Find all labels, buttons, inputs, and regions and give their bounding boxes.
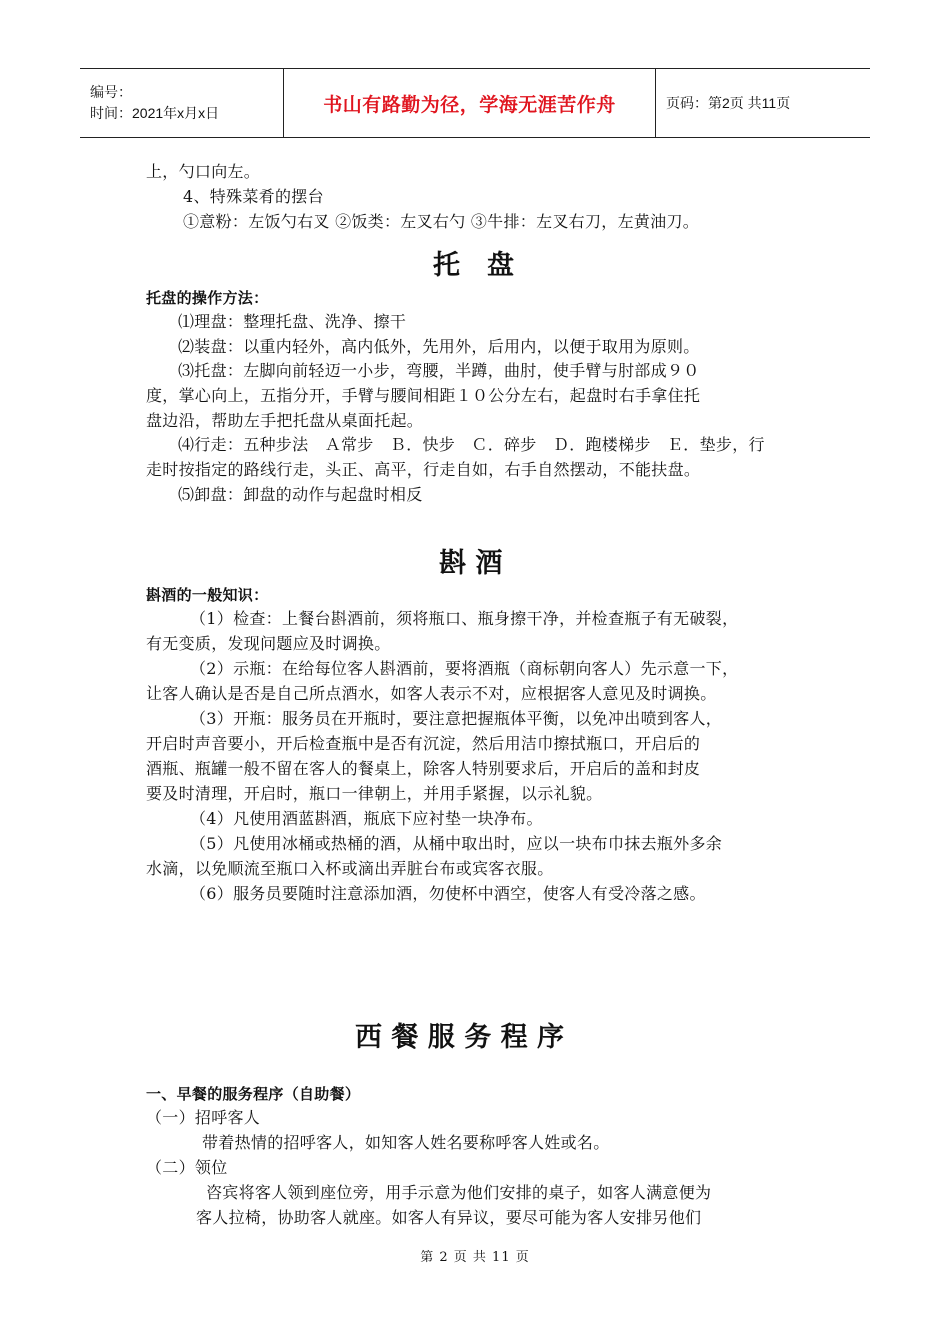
wine-line: 开启时声音要小，开后检查瓶中是否有沉淀，然后用洁巾擦拭瓶口，开启后的 bbox=[146, 734, 701, 753]
intro-item4-title: 4、特殊菜肴的摆台 bbox=[183, 187, 324, 206]
tray-line: ⑸卸盘：卸盘的动作与起盘时相反 bbox=[178, 485, 423, 504]
page-header bbox=[80, 68, 870, 138]
western-step2-line: 客人拉椅，协助客人就座。如客人有异议，要尽可能为客人安排另他们 bbox=[196, 1208, 702, 1227]
wine-line: （2）示瓶：在给每位客人斟酒前，要将酒瓶（商标朝向客人）先示意一下， bbox=[190, 659, 739, 678]
western-title: 西 餐 服 务 程 序 bbox=[355, 1022, 564, 1053]
tray-line: 度，掌心向上，五指分开，手臂与腰间相距１０公分左右，起盘时右手拿住托 bbox=[146, 386, 701, 405]
tray-title: 托 盘 bbox=[433, 250, 514, 281]
tray-line: ⑵装盘：以重内轻外，高内低外，先用外，后用内，以便于取用为原则。 bbox=[178, 337, 700, 356]
header-motto-cell bbox=[283, 69, 656, 137]
header-meta bbox=[80, 69, 283, 137]
tray-line: 盘边沿，帮助左手把托盘从桌面托起。 bbox=[146, 411, 424, 430]
intro-item4-text: ①意粉：左饭勺右叉 ②饭类：左叉右勺 ③牛排：左叉右刀，左黄油刀。 bbox=[183, 212, 700, 231]
western-step2-line: 咨宾将客人领到座位旁，用手示意为他们安排的桌子，如客人满意便为 bbox=[206, 1183, 712, 1202]
wine-line: （1）检查：上餐台斟酒前，须将瓶口、瓶身擦干净，并检查瓶子有无破裂， bbox=[190, 609, 739, 628]
tray-subtitle: 托盘的操作方法： bbox=[146, 289, 269, 307]
wine-line: （5）凡使用冰桶或热桶的酒，从桶中取出时，应以一块布巾抹去瓶外多余 bbox=[190, 834, 723, 853]
wine-line: （4）凡使用酒蓝斟酒，瓶底下应衬垫一块净布。 bbox=[190, 809, 543, 828]
tray-line: ⑴理盘：整理托盘、洗净、擦干 bbox=[178, 312, 407, 331]
tray-line: 走时按指定的路线行走，头正、高平，行走自如，右手自然摆动，不能扶盘。 bbox=[146, 460, 701, 479]
western-step1-text: 带着热情的招呼客人，如知客人姓名要称呼客人姓或名。 bbox=[202, 1133, 610, 1152]
header-page-info: 页码：第2页 共11页 bbox=[666, 95, 791, 111]
tray-line: ⑶托盘：左脚向前轻迈一小步，弯腰，半蹲，曲肘，使手臂与肘部成９０ bbox=[178, 361, 700, 380]
wine-line: （6）服务员要随时注意添加酒，勿使杯中酒空，使客人有受冷落之感。 bbox=[190, 884, 706, 903]
tray-line: ⑷行走：五种步法 Ａ常步 Ｂ．快步 Ｃ．碎步 Ｄ．跑楼梯步 Ｅ．垫步，行 bbox=[178, 435, 765, 454]
document-number: 编号： bbox=[90, 84, 132, 100]
page-footer: 第 2 页 共 11 页 bbox=[420, 1250, 530, 1265]
western-step1-title: （一）招呼客人 bbox=[146, 1108, 261, 1127]
wine-line: 酒瓶、瓶罐一般不留在客人的餐桌上，除客人特别要求后，开启后的盖和封皮 bbox=[146, 759, 701, 778]
header-motto: 书山有路勤为径，学海无涯苦作舟 bbox=[323, 93, 616, 116]
document-date: 时间：2021年x月x日 bbox=[90, 105, 220, 121]
wine-line: 有无变质，发现问题应及时调换。 bbox=[146, 634, 391, 653]
wine-subtitle: 斟酒的一般知识： bbox=[146, 586, 269, 604]
header-page-info-cell bbox=[656, 69, 870, 137]
wine-line: （3）开瓶：服务员在开瓶时，要注意把握瓶体平衡，以免冲出喷到客人， bbox=[190, 709, 723, 728]
western-step2-title: （二）领位 bbox=[146, 1158, 228, 1177]
wine-line: 水滴，以免顺流至瓶口入杯或滴出弄脏台布或宾客衣服。 bbox=[146, 859, 554, 878]
wine-title: 斟 酒 bbox=[439, 548, 503, 579]
intro-line: 上，勺口向左。 bbox=[146, 162, 261, 181]
western-section1: 一、早餐的服务程序（自助餐） bbox=[146, 1085, 361, 1103]
wine-line: 让客人确认是否是自己所点酒水，如客人表示不对，应根据客人意见及时调换。 bbox=[146, 684, 717, 703]
wine-line: 要及时清理，开启时，瓶口一律朝上，并用手紧握，以示礼貌。 bbox=[146, 784, 603, 803]
